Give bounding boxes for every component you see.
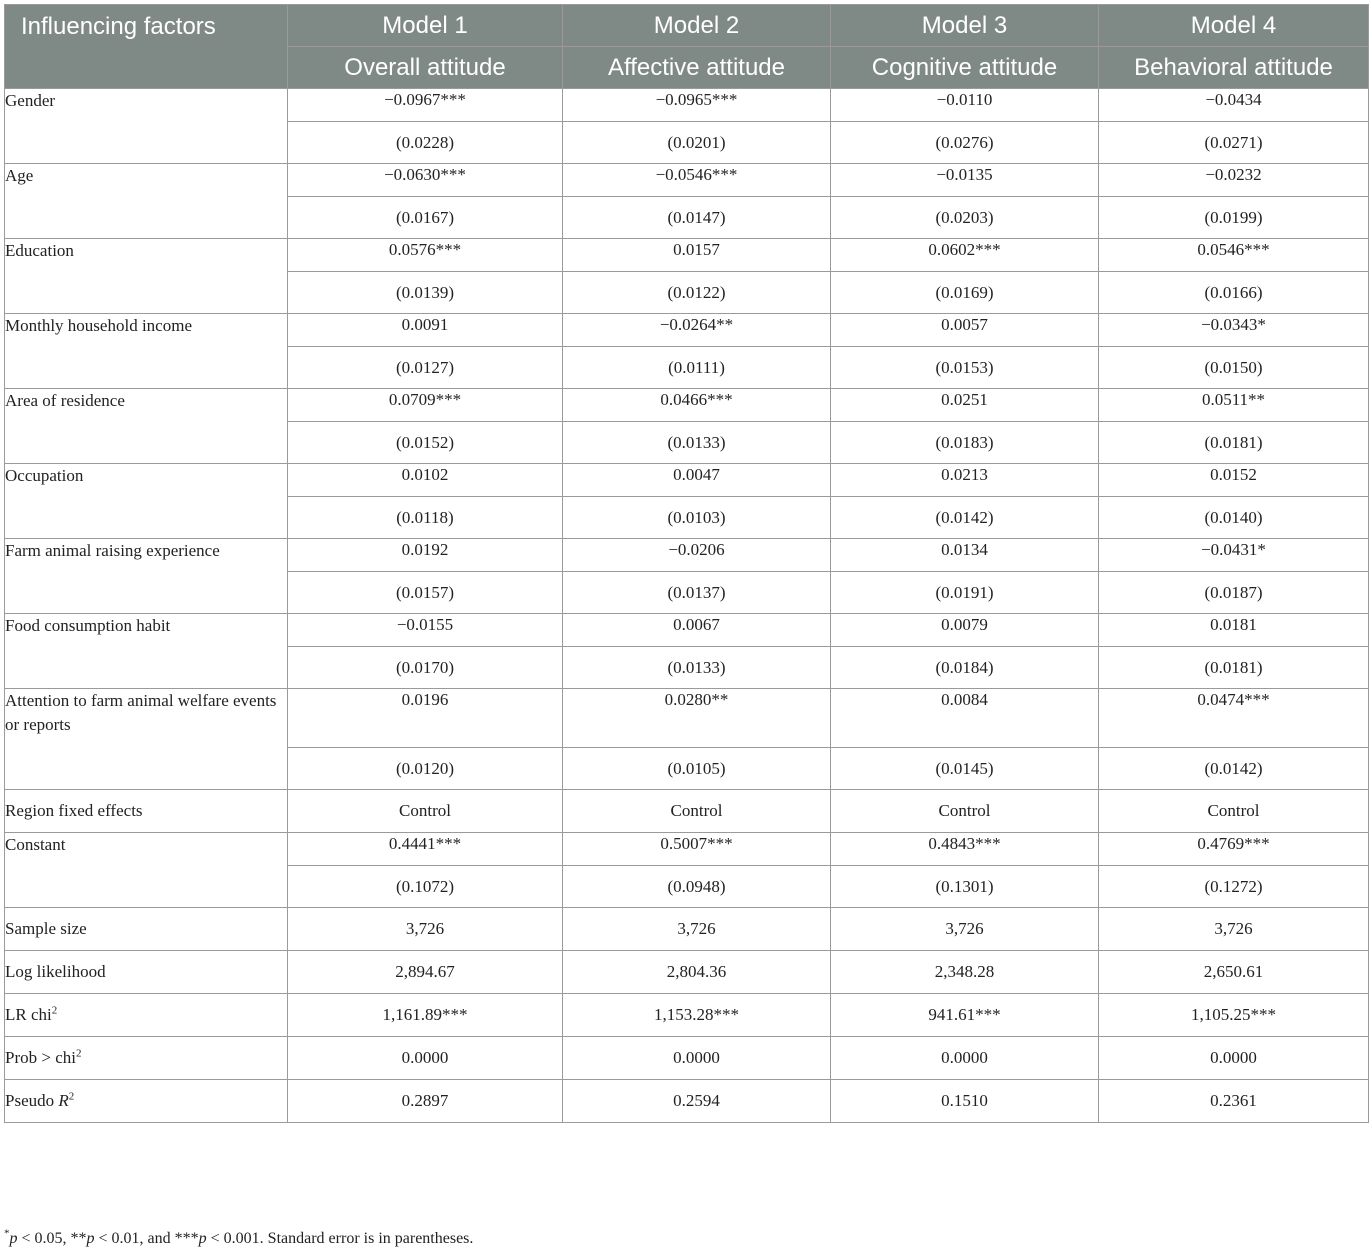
stat-cell: 2,804.36 <box>563 951 831 994</box>
stat-cell: 0.0000 <box>831 1037 1099 1080</box>
stat-cell: 0.2361 <box>1099 1080 1369 1123</box>
coefficient-cell: 0.0511** <box>1099 389 1369 422</box>
factor-label: Region fixed effects <box>5 790 288 833</box>
coefficient-cell: −0.0965*** <box>563 89 831 122</box>
coefficient-cell: 0.0466*** <box>563 389 831 422</box>
stat-cell: 1,153.28*** <box>563 994 831 1037</box>
factor-label: Gender <box>5 89 288 164</box>
coefficient-cell: −0.0232 <box>1099 164 1369 197</box>
standard-error-cell: (0.0140) <box>1099 497 1369 539</box>
stat-cell: Control <box>288 790 563 833</box>
coefficient-cell: 0.0196 <box>288 689 563 748</box>
factor-label: Occupation <box>5 464 288 539</box>
coefficient-cell: −0.0431* <box>1099 539 1369 572</box>
standard-error-cell: (0.0181) <box>1099 647 1369 689</box>
standard-error-cell: (0.0111) <box>563 347 831 389</box>
coefficient-cell: 0.0709*** <box>288 389 563 422</box>
standard-error-cell: (0.0120) <box>288 748 563 790</box>
factor-label: Area of residence <box>5 389 288 464</box>
factor-label: Constant <box>5 833 288 908</box>
coefficient-cell: 0.0102 <box>288 464 563 497</box>
coefficient-cell: −0.0434 <box>1099 89 1369 122</box>
table-row <box>5 1080 1369 1123</box>
coefficient-cell: 0.0181 <box>1099 614 1369 647</box>
coefficient-cell: 0.0057 <box>831 314 1099 347</box>
standard-error-cell: (0.0153) <box>831 347 1099 389</box>
table-row <box>5 614 1369 647</box>
standard-error-cell: (0.0181) <box>1099 422 1369 464</box>
table-row <box>5 908 1369 951</box>
coefficient-cell: 0.5007*** <box>563 833 831 866</box>
factor-label: Farm animal raising experience <box>5 539 288 614</box>
standard-error-cell: (0.0150) <box>1099 347 1369 389</box>
coefficient-cell: 0.0079 <box>831 614 1099 647</box>
header-model-name: Model 4 <box>1099 5 1369 47</box>
coefficient-cell: −0.0343* <box>1099 314 1369 347</box>
header-model-dependent-variable: Behavioral attitude <box>1099 47 1369 89</box>
coefficient-cell: 0.0213 <box>831 464 1099 497</box>
standard-error-cell: (0.0948) <box>563 866 831 908</box>
table-row <box>5 689 1369 748</box>
standard-error-cell: (0.0142) <box>1099 748 1369 790</box>
stat-cell: 3,726 <box>288 908 563 951</box>
factor-label: Sample size <box>5 908 288 951</box>
standard-error-cell: (0.0184) <box>831 647 1099 689</box>
factor-label: Prob > chi$^2$ <box>5 1037 288 1080</box>
standard-error-cell: (0.0271) <box>1099 122 1369 164</box>
stat-cell: 1,161.89*** <box>288 994 563 1037</box>
coefficient-cell: 0.0474*** <box>1099 689 1369 748</box>
table-row <box>5 994 1369 1037</box>
standard-error-cell: (0.1072) <box>288 866 563 908</box>
standard-error-cell: (0.0103) <box>563 497 831 539</box>
table-footnote: *p < 0.05, **p < 0.01, and ***p < 0.001. Standard error is in parentheses. <box>4 1227 474 1247</box>
coefficient-cell: 0.0091 <box>288 314 563 347</box>
standard-error-cell: (0.0228) <box>288 122 563 164</box>
standard-error-cell: (0.0187) <box>1099 572 1369 614</box>
standard-error-cell: (0.0142) <box>831 497 1099 539</box>
standard-error-cell: (0.0170) <box>288 647 563 689</box>
standard-error-cell: (0.0157) <box>288 572 563 614</box>
standard-error-cell: (0.0105) <box>563 748 831 790</box>
stat-cell: 0.0000 <box>288 1037 563 1080</box>
stat-cell: Control <box>563 790 831 833</box>
standard-error-cell: (0.0118) <box>288 497 563 539</box>
coefficient-cell: −0.0206 <box>563 539 831 572</box>
header-model-name: Model 1 <box>288 5 563 47</box>
stat-cell: 941.61*** <box>831 994 1099 1037</box>
coefficient-cell: 0.4843*** <box>831 833 1099 866</box>
header-influencing-factors: Influencing factors <box>5 5 288 89</box>
stat-cell: 1,105.25*** <box>1099 994 1369 1037</box>
stat-cell: Control <box>831 790 1099 833</box>
coefficient-cell: −0.0110 <box>831 89 1099 122</box>
stat-cell: 0.0000 <box>1099 1037 1369 1080</box>
coefficient-cell: 0.0067 <box>563 614 831 647</box>
factor-label: LR chi$^2$ <box>5 994 288 1037</box>
standard-error-cell: (0.1272) <box>1099 866 1369 908</box>
factor-label: Pseudo $R^2$ <box>5 1080 288 1123</box>
standard-error-cell: (0.0139) <box>288 272 563 314</box>
coefficient-cell: −0.0155 <box>288 614 563 647</box>
table-row <box>5 389 1369 422</box>
factor-label: Log likelihood <box>5 951 288 994</box>
table-row <box>5 239 1369 272</box>
coefficient-cell: −0.0135 <box>831 164 1099 197</box>
table-row <box>5 164 1369 197</box>
coefficient-cell: 0.0152 <box>1099 464 1369 497</box>
standard-error-cell: (0.0152) <box>288 422 563 464</box>
coefficient-cell: 0.0192 <box>288 539 563 572</box>
factor-label: Age <box>5 164 288 239</box>
table-row <box>5 539 1369 572</box>
standard-error-cell: (0.0166) <box>1099 272 1369 314</box>
coefficient-cell: −0.0967*** <box>288 89 563 122</box>
coefficient-cell: 0.0546*** <box>1099 239 1369 272</box>
coefficient-cell: 0.0047 <box>563 464 831 497</box>
stat-cell: 0.0000 <box>563 1037 831 1080</box>
header-model-dependent-variable: Affective attitude <box>563 47 831 89</box>
stat-cell: 3,726 <box>563 908 831 951</box>
standard-error-cell: (0.0122) <box>563 272 831 314</box>
standard-error-cell: (0.0199) <box>1099 197 1369 239</box>
coefficient-cell: 0.0134 <box>831 539 1099 572</box>
table-row <box>5 951 1369 994</box>
standard-error-cell: (0.0133) <box>563 647 831 689</box>
stat-cell: 3,726 <box>831 908 1099 951</box>
coefficient-cell: 0.0251 <box>831 389 1099 422</box>
standard-error-cell: (0.0145) <box>831 748 1099 790</box>
coefficient-cell: 0.0157 <box>563 239 831 272</box>
table-row <box>5 790 1369 833</box>
stat-cell: 2,894.67 <box>288 951 563 994</box>
coefficient-cell: 0.4441*** <box>288 833 563 866</box>
standard-error-cell: (0.0203) <box>831 197 1099 239</box>
factor-label: Monthly household income <box>5 314 288 389</box>
stat-cell: 2,650.61 <box>1099 951 1369 994</box>
standard-error-cell: (0.0191) <box>831 572 1099 614</box>
standard-error-cell: (0.0201) <box>563 122 831 164</box>
stat-cell: 3,726 <box>1099 908 1369 951</box>
coefficient-cell: 0.0602*** <box>831 239 1099 272</box>
factor-label: Attention to farm animal welfare events or reports <box>5 689 288 790</box>
coefficient-cell: −0.0546*** <box>563 164 831 197</box>
header-model-name: Model 2 <box>563 5 831 47</box>
table-row <box>5 314 1369 347</box>
regression-table <box>4 4 1369 1123</box>
coefficient-cell: −0.0264** <box>563 314 831 347</box>
table-header <box>5 5 1369 89</box>
table-row <box>5 1037 1369 1080</box>
header-model-dependent-variable: Overall attitude <box>288 47 563 89</box>
stat-cell: Control <box>1099 790 1369 833</box>
stat-cell: 0.1510 <box>831 1080 1099 1123</box>
standard-error-cell: (0.0276) <box>831 122 1099 164</box>
standard-error-cell: (0.0169) <box>831 272 1099 314</box>
coefficient-cell: 0.0280** <box>563 689 831 748</box>
table-row <box>5 464 1369 497</box>
coefficient-cell: 0.0084 <box>831 689 1099 748</box>
standard-error-cell: (0.0133) <box>563 422 831 464</box>
stat-cell: 2,348.28 <box>831 951 1099 994</box>
standard-error-cell: (0.0127) <box>288 347 563 389</box>
stat-cell: 0.2594 <box>563 1080 831 1123</box>
standard-error-cell: (0.0147) <box>563 197 831 239</box>
standard-error-cell: (0.1301) <box>831 866 1099 908</box>
table-row <box>5 833 1369 866</box>
header-model-dependent-variable: Cognitive attitude <box>831 47 1099 89</box>
header-model-name: Model 3 <box>831 5 1099 47</box>
standard-error-cell: (0.0167) <box>288 197 563 239</box>
table-row <box>5 89 1369 122</box>
standard-error-cell: (0.0137) <box>563 572 831 614</box>
standard-error-cell: (0.0183) <box>831 422 1099 464</box>
coefficient-cell: 0.0576*** <box>288 239 563 272</box>
factor-label: Food consumption habit <box>5 614 288 689</box>
factor-label: Education <box>5 239 288 314</box>
table-body <box>5 89 1369 1123</box>
coefficient-cell: 0.4769*** <box>1099 833 1369 866</box>
stat-cell: 0.2897 <box>288 1080 563 1123</box>
coefficient-cell: −0.0630*** <box>288 164 563 197</box>
